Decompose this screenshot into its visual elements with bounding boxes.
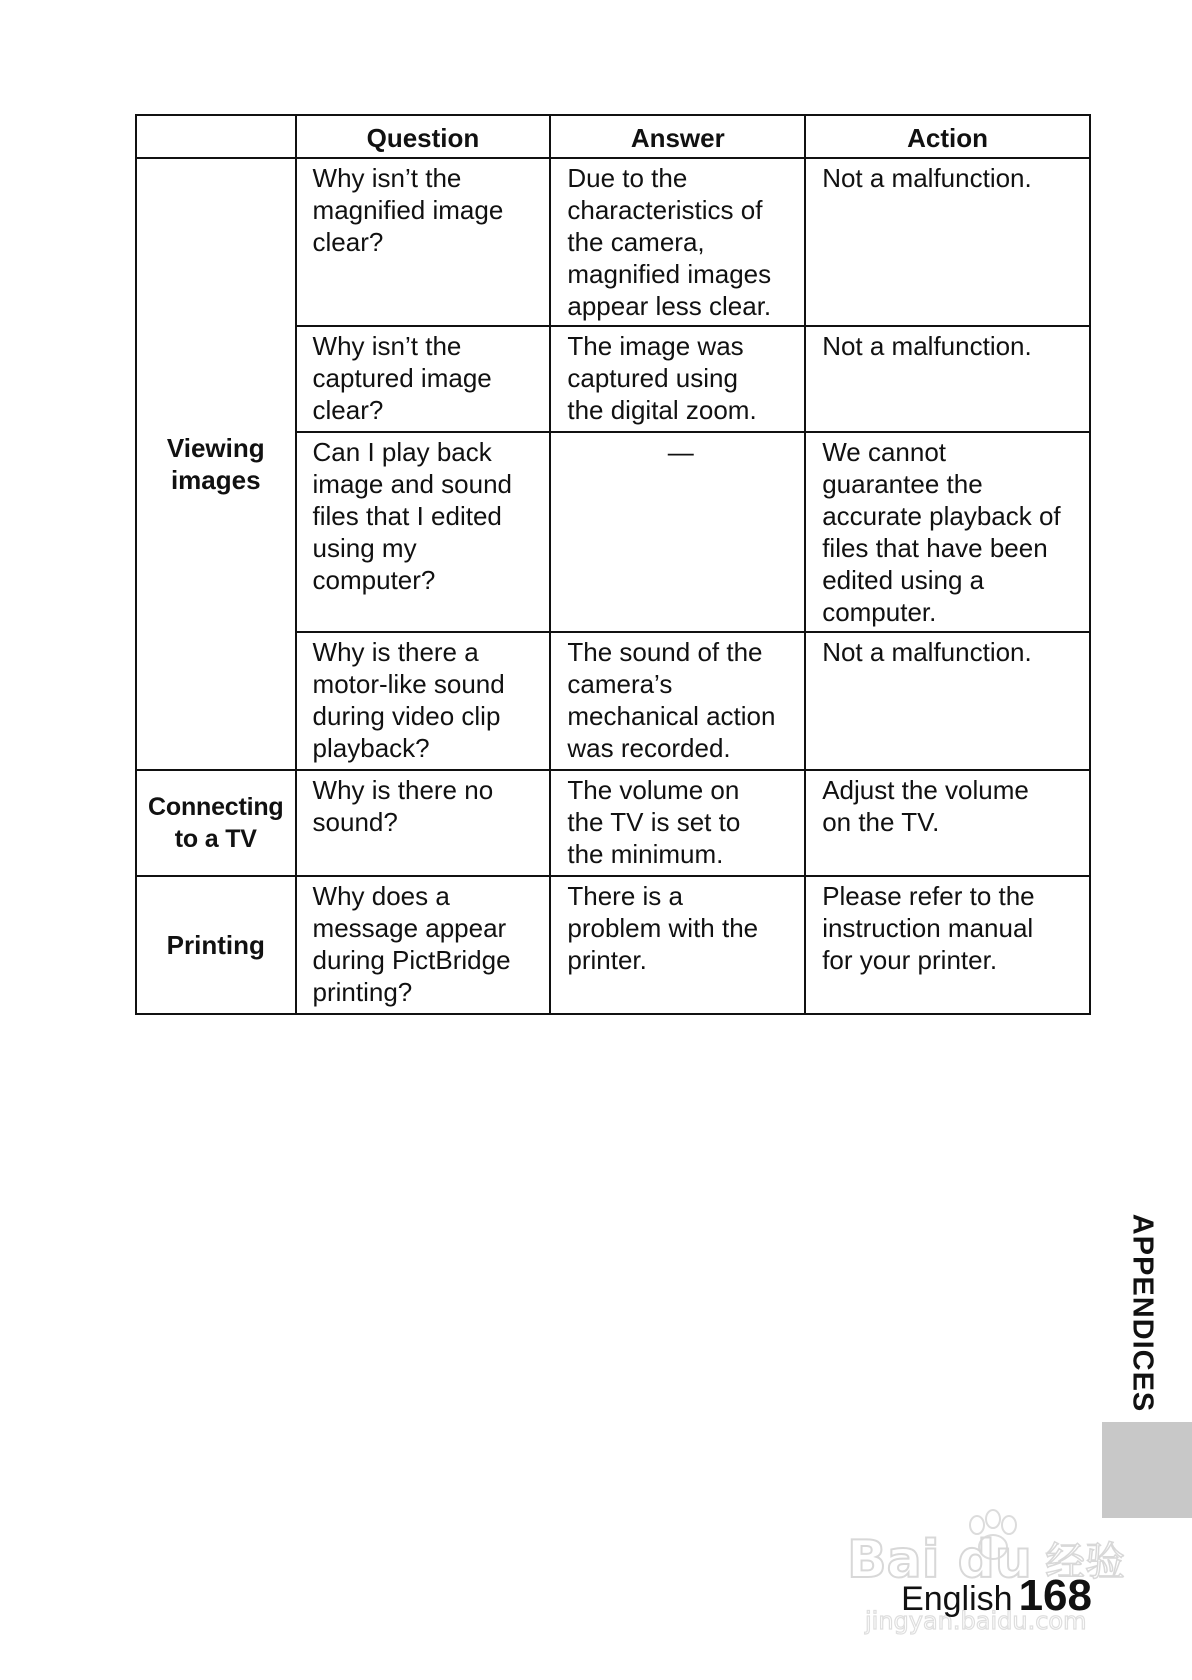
answer-line: the TV is set to	[567, 807, 741, 837]
question-line: Can I play back	[312, 437, 492, 467]
question-cell	[296, 770, 551, 876]
table-row	[136, 770, 1090, 876]
question-cell	[296, 158, 551, 326]
question-line: captured image	[312, 363, 492, 393]
action-line: files that have been	[822, 533, 1048, 563]
answer-cell	[550, 770, 805, 876]
action-line: computer.	[822, 597, 937, 627]
answer-line: The sound of the	[567, 637, 763, 667]
question-cell	[296, 876, 551, 1014]
action-line: Adjust the volume	[822, 775, 1029, 805]
question-line: Why isn’t the	[312, 331, 462, 361]
page-number: 168	[1018, 1571, 1092, 1620]
action-cell	[805, 432, 1090, 632]
category-line: images	[170, 465, 261, 495]
footer-language: English	[901, 1580, 1013, 1618]
question-line: playback?	[312, 733, 430, 763]
answer-line: printer.	[567, 945, 647, 975]
category-cell	[136, 158, 296, 770]
question-line: sound?	[312, 807, 398, 837]
action-line: Not a malfunction.	[822, 637, 1032, 667]
question-line: clear?	[312, 227, 384, 257]
answer-line: camera’s	[567, 669, 673, 699]
answer-line: captured using	[567, 363, 738, 393]
header-action: Action	[805, 115, 1090, 158]
question-line: Why isn’t the	[312, 163, 462, 193]
page-footer	[901, 1571, 1092, 1624]
category-cell	[136, 876, 296, 1014]
action-line: Not a malfunction.	[822, 331, 1032, 361]
answer-line: appear less clear.	[567, 291, 772, 321]
action-line: We cannot	[822, 437, 947, 467]
question-line: message appear	[312, 913, 507, 943]
svg-text:jingyan.baidu.com: jingyan.baidu.com	[865, 1607, 1087, 1635]
action-cell	[805, 770, 1090, 876]
action-line: for your printer.	[822, 945, 998, 975]
answer-line: was recorded.	[567, 733, 731, 763]
section-tab-label	[1092, 1195, 1192, 1430]
question-line: printing?	[312, 977, 413, 1007]
header-question: Question	[296, 115, 551, 158]
answer-line: The volume on	[567, 775, 740, 805]
question-line: motor-like sound	[312, 669, 505, 699]
question-cell	[296, 632, 551, 770]
answer-line: —	[667, 437, 694, 467]
question-line: during video clip	[312, 701, 501, 731]
answer-line: There is a	[567, 881, 683, 911]
answer-line: magnified images	[567, 259, 772, 289]
question-line: using my	[312, 533, 417, 563]
answer-line: mechanical action	[567, 701, 776, 731]
category-line: Printing	[166, 930, 265, 960]
action-line: guarantee the	[822, 469, 983, 499]
question-line: Why does a	[312, 881, 450, 911]
question-line: magnified image	[312, 195, 504, 225]
header-category	[136, 115, 296, 158]
question-line: computer?	[312, 565, 436, 595]
question-line: during PictBridge	[312, 945, 511, 975]
action-line: edited using a	[822, 565, 985, 595]
svg-text:Bai du: Bai du	[847, 1530, 1032, 1590]
table-row	[136, 876, 1090, 1014]
answer-line: the minimum.	[567, 839, 724, 869]
section-tab-block	[1102, 1422, 1192, 1518]
table-row	[136, 158, 1090, 326]
question-cell	[296, 432, 551, 632]
question-line: image and sound	[312, 469, 513, 499]
answer-cell	[550, 326, 805, 432]
action-line: accurate playback of	[822, 501, 1061, 531]
action-cell	[805, 632, 1090, 770]
category-line: Viewing	[166, 433, 265, 463]
action-cell	[805, 326, 1090, 432]
answer-line: the camera,	[567, 227, 705, 257]
answer-line: problem with the	[567, 913, 759, 943]
action-line: instruction manual	[822, 913, 1034, 943]
question-line: clear?	[312, 395, 384, 425]
category-cell	[136, 770, 296, 876]
question-cell	[296, 326, 551, 432]
action-line: Not a malfunction.	[822, 163, 1032, 193]
answer-cell	[550, 876, 805, 1014]
header-answer: Answer	[550, 115, 805, 158]
action-line: Please refer to the	[822, 881, 1035, 911]
answer-line: the digital zoom.	[567, 395, 757, 425]
table-header-row	[136, 115, 1090, 158]
action-line: on the TV.	[822, 807, 940, 837]
troubleshooting-table	[135, 114, 1091, 1015]
question-line: Why is there a	[312, 637, 479, 667]
action-cell	[805, 158, 1090, 326]
answer-cell	[550, 632, 805, 770]
answer-line: The image was	[567, 331, 744, 361]
category-line: to a TV	[174, 825, 257, 853]
question-line: Why is there no	[312, 775, 494, 805]
answer-cell	[550, 432, 805, 632]
answer-cell	[550, 158, 805, 326]
question-line: files that I edited	[312, 501, 502, 531]
category-line: Connecting	[148, 793, 284, 821]
answer-line: characteristics of	[567, 195, 763, 225]
section-tab-text: APPENDICES	[1126, 1213, 1159, 1412]
answer-line: Due to the	[567, 163, 688, 193]
svg-text:经验: 经验	[1045, 1539, 1125, 1585]
action-cell	[805, 876, 1090, 1014]
